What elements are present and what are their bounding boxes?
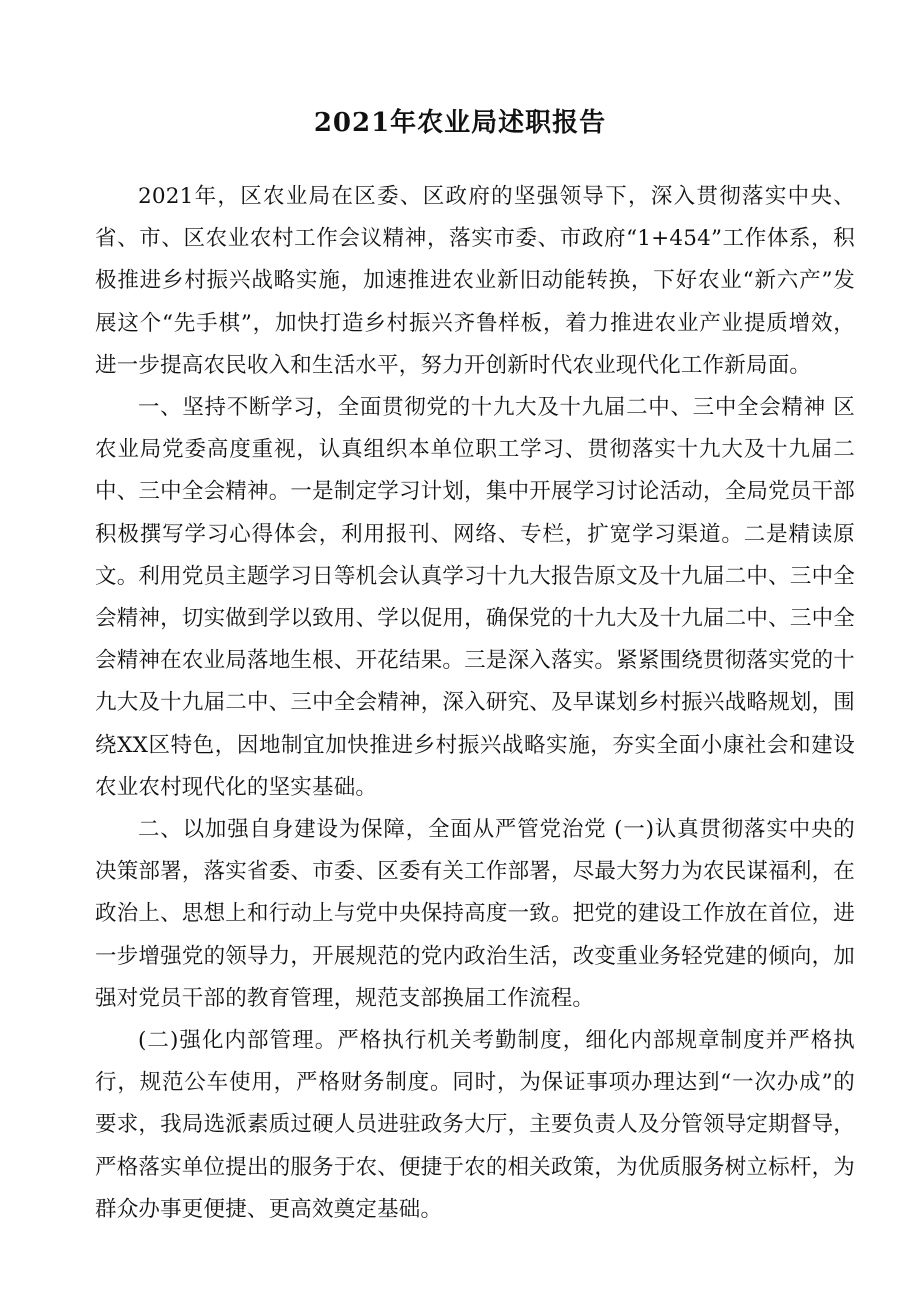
document-title: 2021年农业局述职报告 <box>313 108 607 139</box>
paragraph-intro: 2021年，区农业局在区委、区政府的坚强领导下，深入贯彻落实中央、省、市、区农业农村工作会议精神，落实市委、市政府“1+454”工作体系，积极推进乡村振兴战略实施，加速推进农业新旧动能转换，下好农业“新六产”发展这个“先手棋”，加快打造乡村振兴齐鲁样板，着力推进农业产业提质增效，进一步提高农民收入和生活水平，努力开创新时代农业现代化工作新局面。 <box>95 184 855 378</box>
paragraph-section-2: 二、以加强自身建设为保障，全面从严管党治党 (一)认真贯彻落实中央的决策部署，落实省委、市委、区委有关工作部署，尽最大努力为农民谋福利，在政治上、思想上和行动上与党中央保持高度一致。把党的建设工作放在首位，进一步增强党的领导力，开展规范的党内政治生活，改变重业务轻党建的倾向，加强对党员干部的教育管理，规范支部换届工作流程。 <box>95 817 855 1011</box>
document-body <box>95 176 855 1231</box>
paragraph-section-1: 一、坚持不断学习，全面贯彻党的十九大及十九届二中、三中全会精神 区农业局党委高度重视，认真组织本单位职工学习、贯彻落实十九大及十九届二中、三中全会精神。一是制定学习计划，集中开展学习讨论活动，全局党员干部积极撰写学习心得体会，利用报刊、网络、专栏，扩宽学习渠道。二是精读原文。利用党员主题学习日等机会认真学习十九大报告原文及十九届二中、三中全会精神，切实做到学以致用、学以促用，确保党的十九大及十九届二中、三中全会精神在农业局落地生根、开花结果。三是深入落实。紧紧围绕贯彻落实党的十九大及十九届二中、三中全会精神，深入研究、及早谋划乡村振兴战略规划，围绕XX区特色，因地制宜加快推进乡村振兴战略实施，夯实全面小康社会和建设农业农村现代化的坚实基础。 <box>95 395 855 800</box>
paragraph-section-2-sub-2: (二)强化内部管理。严格执行机关考勤制度，细化内部规章制度并严格执行，规范公车使用，严格财务制度。同时，为保证事项办理达到“一次办成”的要求，我局选派素质过硬人员进驻政务大厅，主要负责人及分管领导定期督导，严格落实单位提出的服务于农、便捷于农的相关政策，为优质服务树立标杆，为群众办事更便捷、更高效奠定基础。 <box>95 1028 855 1222</box>
